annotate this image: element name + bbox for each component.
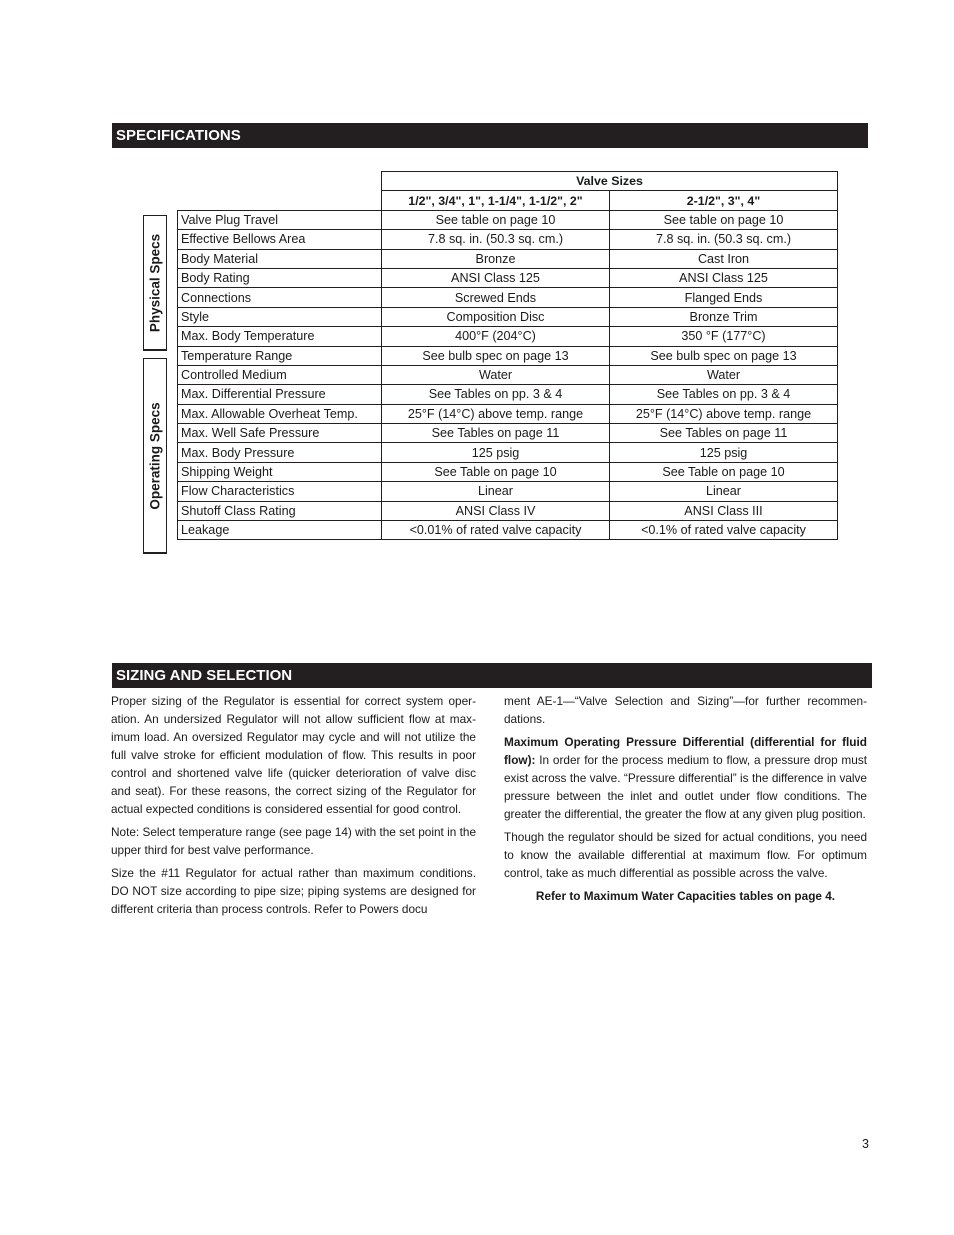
- spec-label: Max. Body Temperature: [178, 327, 382, 346]
- spec-value-large-sizes: See Table on page 10: [610, 462, 838, 481]
- spec-value-large-sizes: Bronze Trim: [610, 307, 838, 326]
- page-number: 3: [862, 1137, 869, 1151]
- spec-row-operating: [178, 521, 838, 540]
- spec-value-large-sizes: 350 °F (177°C): [610, 327, 838, 346]
- spec-value-large-sizes: See Tables on pp. 3 & 4: [610, 385, 838, 404]
- sizing-selection-heading: SIZING AND SELECTION: [112, 663, 872, 688]
- spec-row-physical: [178, 307, 838, 326]
- spec-value-small-sizes: 25°F (14°C) above temp. range: [382, 404, 610, 423]
- spec-value-large-sizes: 25°F (14°C) above temp. range: [610, 404, 838, 423]
- size-groups-row: [178, 191, 838, 210]
- spec-value-small-sizes: See Table on page 10: [382, 462, 610, 481]
- spec-row-operating: [178, 443, 838, 462]
- spec-label: Shipping Weight: [178, 462, 382, 481]
- spec-value-large-sizes: Water: [610, 365, 838, 384]
- max-differential-paragraph: [504, 733, 867, 823]
- spec-label: Controlled Medium: [178, 365, 382, 384]
- header-blank-cell: [178, 172, 382, 191]
- sizing-left-column: [111, 692, 476, 923]
- spec-value-large-sizes: ANSI Class 125: [610, 268, 838, 287]
- spec-value-small-sizes: <0.01% of rated valve capacity: [382, 521, 610, 540]
- spec-label: Flow Characteristics: [178, 482, 382, 501]
- spec-row-physical: [178, 249, 838, 268]
- valve-sizes-header: Valve Sizes: [382, 172, 838, 191]
- sizing-note: Note: Select temperature range (see page 14) with the set point in the upper third for best valve performance.: [111, 825, 476, 857]
- specifications-heading: SPECIFICATIONS: [112, 123, 868, 148]
- spec-row-operating: [178, 462, 838, 481]
- spec-value-small-sizes: Composition Disc: [382, 307, 610, 326]
- spec-value-small-sizes: Water: [382, 365, 610, 384]
- valve-sizes-header-row: [178, 172, 838, 191]
- spec-row-operating: [178, 501, 838, 520]
- operating-specs-label: Operating Specs: [147, 401, 163, 510]
- spec-row-operating: [178, 365, 838, 384]
- physical-specs-label-box: [143, 215, 167, 351]
- spec-value-large-sizes: Linear: [610, 482, 838, 501]
- spec-label: Effective Bellows Area: [178, 230, 382, 249]
- spec-value-small-sizes: Screwed Ends: [382, 288, 610, 307]
- spec-value-large-sizes: ANSI Class III: [610, 501, 838, 520]
- spec-row-operating: [178, 385, 838, 404]
- max-differential-heading: Maximum Operating Pressure Differential (differential for fluid flow):: [504, 735, 867, 767]
- spec-row-operating: [178, 346, 838, 365]
- spec-label: Leakage: [178, 521, 382, 540]
- spec-value-small-sizes: See bulb spec on page 13: [382, 346, 610, 365]
- spec-label: Shutoff Class Rating: [178, 501, 382, 520]
- spec-row-operating: [178, 424, 838, 443]
- spec-value-small-sizes: Linear: [382, 482, 610, 501]
- specifications-table-body: [178, 210, 838, 540]
- spec-label: Max. Well Safe Pressure: [178, 424, 382, 443]
- spec-label: Max. Allowable Overheat Temp.: [178, 404, 382, 423]
- sizing-paragraph: Size the #11 Regulator for actual rather than maximum conditions. DO NOT size according to pipe size; piping systems are designed for different criteria than process controls. Refer to Powers docu: [111, 866, 476, 916]
- refer-note: Refer to Maximum Water Capacities tables on page 4.: [535, 889, 836, 903]
- spec-row-operating: [178, 482, 838, 501]
- spec-row-physical: [178, 230, 838, 249]
- sizing-right-column: [504, 692, 867, 910]
- spec-label: Max. Differential Pressure: [178, 385, 382, 404]
- spec-value-large-sizes: 125 psig: [610, 443, 838, 462]
- header-blank-cell: [178, 191, 382, 210]
- size-group-small: 1/2", 3/4", 1", 1-1/4", 1-1/2", 2": [382, 191, 610, 210]
- sizing-paragraph: Proper sizing of the Regulator is essential for correct system operation. An undersized Regulator will not allow sufficient flow at maximum load. An oversized Regulator may cycle and will not utilize the full valve stroke for efficient modulation of flow. This results in poor control and shortened valve life (quicker deterioration of valve disc and seat). For these reasons, the correct sizing of the Regulator for actual expected conditions is considered essential for good control.: [111, 694, 476, 816]
- spec-value-large-sizes: Flanged Ends: [610, 288, 838, 307]
- size-group-large: 2-1/2", 3", 4": [610, 191, 838, 210]
- spec-row-operating: [178, 404, 838, 423]
- spec-label: Style: [178, 307, 382, 326]
- spec-value-small-sizes: 400°F (204°C): [382, 327, 610, 346]
- spec-value-small-sizes: See table on page 10: [382, 210, 610, 229]
- spec-value-small-sizes: 7.8 sq. in. (50.3 sq. cm.): [382, 230, 610, 249]
- spec-value-large-sizes: See Tables on page 11: [610, 424, 838, 443]
- spec-label: Body Material: [178, 249, 382, 268]
- spec-label: Valve Plug Travel: [178, 210, 382, 229]
- spec-value-large-sizes: See table on page 10: [610, 210, 838, 229]
- spec-row-physical: [178, 327, 838, 346]
- spec-value-large-sizes: <0.1% of rated valve capacity: [610, 521, 838, 540]
- spec-value-small-sizes: ANSI Class 125: [382, 268, 610, 287]
- operating-specs-label-box: [143, 358, 167, 554]
- physical-specs-label: Physical Specs: [147, 233, 163, 332]
- spec-row-physical: [178, 268, 838, 287]
- sizing-continuation: ment AE-1—“Valve Selection and Sizing”—for further recommendations.: [504, 694, 867, 726]
- spec-label: Temperature Range: [178, 346, 382, 365]
- spec-value-small-sizes: See Tables on page 11: [382, 424, 610, 443]
- spec-value-small-sizes: See Tables on pp. 3 & 4: [382, 385, 610, 404]
- spec-value-large-sizes: Cast Iron: [610, 249, 838, 268]
- spec-label: Body Rating: [178, 268, 382, 287]
- spec-value-large-sizes: 7.8 sq. in. (50.3 sq. cm.): [610, 230, 838, 249]
- actual-conditions-paragraph: Though the regulator should be sized for actual conditions, you need to know the available differential at maximum flow. For optimum control, take as much differential as possible across the valve.: [504, 830, 867, 880]
- spec-value-large-sizes: See bulb spec on page 13: [610, 346, 838, 365]
- spec-row-physical: [178, 288, 838, 307]
- spec-label: Max. Body Pressure: [178, 443, 382, 462]
- spec-row-physical: [178, 210, 838, 229]
- specifications-table: [177, 171, 838, 540]
- spec-value-small-sizes: ANSI Class IV: [382, 501, 610, 520]
- max-differential-text: In order for the process medium to flow, a pressure drop must exist across the valve. “Pressure differential” is the difference in valve pressure between the inlet and outlet under flow conditions. The greater the differential, the greater the flow at any given plug position.: [504, 753, 867, 821]
- spec-value-small-sizes: 125 psig: [382, 443, 610, 462]
- spec-label: Connections: [178, 288, 382, 307]
- spec-value-small-sizes: Bronze: [382, 249, 610, 268]
